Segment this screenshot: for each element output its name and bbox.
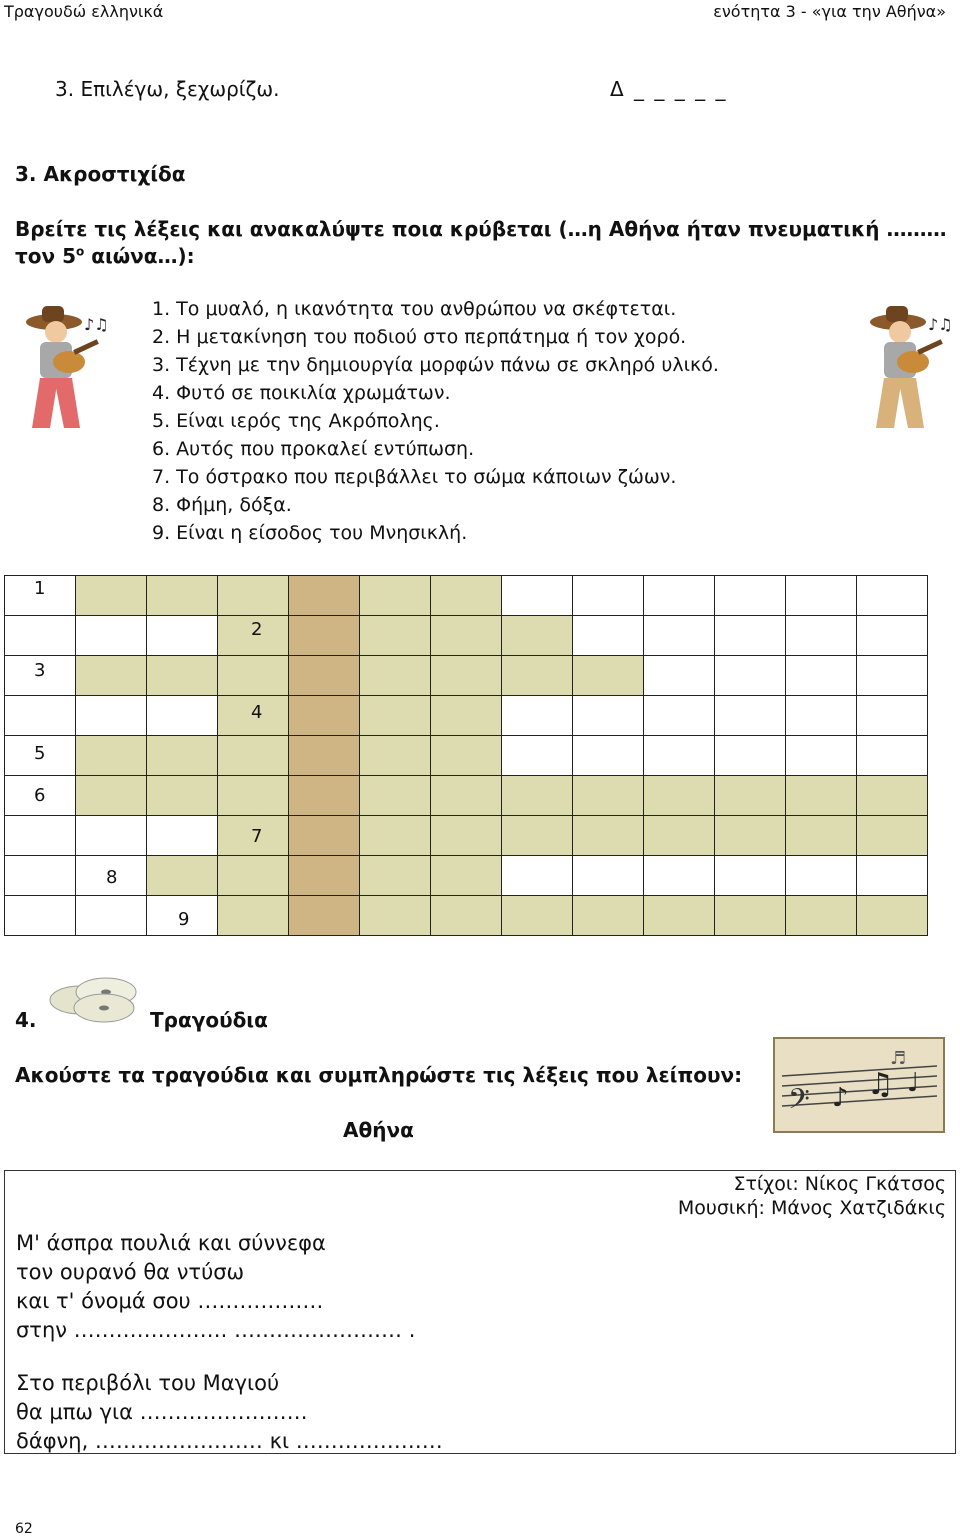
crossword-cell <box>431 816 502 856</box>
crossword-cell <box>502 736 573 776</box>
clue-2: 2. Η μετακίνηση του ποδιού στο περπάτημα ή τον χορό. <box>152 326 687 348</box>
section4-instruction: Ακούστε τα τραγούδια και συμπληρώστε τις λέξεις που λείπουν: <box>15 1063 743 1087</box>
lyric-line: θα μπω για …………………… <box>16 1400 308 1424</box>
crossword-cell <box>431 656 502 696</box>
crossword-cell <box>289 736 360 776</box>
crossword-number: 5 <box>34 743 46 764</box>
clue-1: 1. Το μυαλό, η ικανότητα του ανθρώπου να σκέφτεται. <box>152 298 677 320</box>
lyrics-credit: Στίχοι: Νίκος Γκάτσος <box>733 1173 946 1195</box>
svg-text:♪♫: ♪♫ <box>928 315 953 334</box>
svg-text:♬: ♬ <box>890 1048 907 1069</box>
song-title: Αθήνα <box>343 1118 414 1142</box>
crossword-cell <box>147 656 218 696</box>
crossword-cell <box>218 576 289 616</box>
music-credit: Μουσική: Μάνος Χατζιδάκις <box>677 1197 946 1219</box>
crossword-cell <box>573 896 644 936</box>
crossword-cell <box>76 576 147 616</box>
crossword-cell <box>502 696 573 736</box>
crossword-cell <box>431 616 502 656</box>
crossword-cell <box>573 776 644 816</box>
crossword-cell <box>786 896 857 936</box>
crossword-cell <box>573 616 644 656</box>
crossword-cell <box>644 736 715 776</box>
crossword-number: 8 <box>106 867 118 888</box>
crossword-cell <box>218 776 289 816</box>
crossword-row <box>5 856 928 896</box>
crossword-cell <box>5 696 76 736</box>
clue-6: 6. Αυτός που προκαλεί εντύπωση. <box>152 438 475 460</box>
crossword-row <box>5 656 928 696</box>
crossword-cell <box>644 696 715 736</box>
crossword-cell <box>715 736 786 776</box>
crossword-cell <box>147 576 218 616</box>
crossword-cell <box>147 696 218 736</box>
crossword-cell <box>715 576 786 616</box>
crossword-cell <box>644 576 715 616</box>
crossword-cell <box>289 576 360 616</box>
answer-hint: Δ _ _ _ _ _ <box>610 77 728 101</box>
crossword-cell <box>644 776 715 816</box>
crossword-cell <box>76 816 147 856</box>
crossword-cell <box>5 816 76 856</box>
crossword-cell <box>857 816 928 856</box>
crossword-row <box>5 696 928 736</box>
crossword-cell <box>289 656 360 696</box>
crossword-cell <box>360 776 431 816</box>
crossword-cell <box>360 616 431 656</box>
crossword-cell <box>76 696 147 736</box>
crossword-cell <box>644 616 715 656</box>
crossword-number: 2 <box>251 619 263 640</box>
crossword-cell <box>502 856 573 896</box>
crossword-cell <box>5 856 76 896</box>
crossword-cell <box>715 896 786 936</box>
svg-text:♩: ♩ <box>907 1068 920 1098</box>
crossword-cell <box>289 696 360 736</box>
crossword-cell <box>360 856 431 896</box>
crossword-cell <box>644 896 715 936</box>
crossword-cell <box>218 896 289 936</box>
clue-8: 8. Φήμη, δόξα. <box>152 494 292 516</box>
guitar-player-icon <box>858 300 953 435</box>
crossword-cell <box>857 896 928 936</box>
crossword-cell <box>147 776 218 816</box>
crossword-row <box>5 776 928 816</box>
crossword-cell <box>573 736 644 776</box>
crossword-cell <box>573 816 644 856</box>
crossword-cell <box>573 696 644 736</box>
crossword-cell <box>715 816 786 856</box>
crossword-cell <box>786 856 857 896</box>
crossword-cell <box>857 656 928 696</box>
crossword-number: 4 <box>251 702 263 723</box>
clue-9: 9. Είναι η είσοδος του Μνησικλή. <box>152 522 468 544</box>
section3-title: 3. Επιλέγω, ξεχωρίζω. <box>55 77 280 101</box>
crossword-cell <box>715 776 786 816</box>
crossword-cell <box>502 656 573 696</box>
section4-title: Τραγούδια <box>150 1008 268 1032</box>
crossword-number: 7 <box>251 826 263 847</box>
acrostic-instruction-line1: Βρείτε τις λέξεις και ανακαλύψτε ποια κρύβεται (…η Αθήνα ήταν πνευματική ……… <box>15 217 947 241</box>
acrostic-instruction-line2: τον $5^o$ αιώνα…): <box>15 244 195 268</box>
crossword-cell <box>431 896 502 936</box>
crossword-cell <box>289 816 360 856</box>
crossword-cell <box>857 856 928 896</box>
crossword-cell <box>76 736 147 776</box>
lyric-line: και τ' όνομά σου ……………… <box>16 1289 324 1313</box>
acrostic-heading: 3. Ακροστιχίδα <box>15 162 186 186</box>
crossword-cell <box>786 816 857 856</box>
crossword-grid <box>4 575 928 936</box>
crossword-cell <box>76 656 147 696</box>
svg-text:𝄢: 𝄢 <box>788 1083 810 1123</box>
crossword-cell <box>76 776 147 816</box>
crossword-cell <box>431 776 502 816</box>
crossword-number: 1 <box>34 578 46 599</box>
cd-discs-icon <box>46 972 142 1028</box>
crossword-cell <box>715 856 786 896</box>
lyric-line: τον ουρανό θα ντύσω <box>16 1260 245 1284</box>
crossword-cell <box>360 576 431 616</box>
clue-3: 3. Τέχνη με την δημιουργία μορφών πάνω σε σκληρό υλικό. <box>152 354 719 376</box>
crossword-cell <box>502 816 573 856</box>
crossword-cell <box>218 656 289 696</box>
clue-5: 5. Είναι ιερός της Ακρόπολης. <box>152 410 440 432</box>
crossword-cell <box>289 616 360 656</box>
crossword-cell <box>76 616 147 656</box>
section4-number: 4. <box>15 1008 37 1032</box>
crossword-cell <box>431 576 502 616</box>
crossword-cell <box>431 696 502 736</box>
crossword-cell <box>147 736 218 776</box>
crossword-cell <box>715 696 786 736</box>
lyric-line: στην …………………. …………………… . <box>16 1318 416 1342</box>
crossword-cell <box>147 616 218 656</box>
crossword-cell <box>5 896 76 936</box>
crossword-cell <box>644 856 715 896</box>
crossword-cell <box>786 776 857 816</box>
crossword-cell <box>360 696 431 736</box>
svg-text:♪♫: ♪♫ <box>84 315 109 334</box>
crossword-number: 6 <box>34 785 46 806</box>
crossword-row <box>5 896 928 936</box>
crossword-cell <box>289 896 360 936</box>
crossword-cell <box>76 896 147 936</box>
clue-7: 7. Το όστρακο που περιβάλλει το σώμα κάποιων ζώων. <box>152 466 677 488</box>
clue-4: 4. Φυτό σε ποικιλία χρωμάτων. <box>152 382 451 404</box>
crossword-cell <box>360 656 431 696</box>
lyric-line: δάφνη, …………………… κι ………………… <box>16 1429 443 1453</box>
crossword-number: 9 <box>178 909 190 930</box>
crossword-cell <box>360 896 431 936</box>
crossword-cell <box>289 776 360 816</box>
header-left: Τραγουδώ ελληνικά <box>4 2 164 21</box>
crossword-cell <box>573 656 644 696</box>
crossword-cell <box>857 696 928 736</box>
crossword-cell <box>786 736 857 776</box>
crossword-cell <box>857 736 928 776</box>
crossword-cell <box>360 736 431 776</box>
song-credits <box>678 1173 946 1219</box>
crossword-cell <box>147 856 218 896</box>
crossword-cell <box>431 856 502 896</box>
crossword-cell <box>857 576 928 616</box>
crossword-row <box>5 816 928 856</box>
crossword-cell <box>644 816 715 856</box>
page-number: 62 <box>15 1521 33 1537</box>
header-right: ενότητα 3 - «για την Αθήνα» <box>713 2 946 21</box>
crossword-number: 3 <box>34 660 46 681</box>
crossword-cell <box>147 816 218 856</box>
crossword-cell <box>431 736 502 776</box>
music-notes-icon <box>772 1036 946 1134</box>
crossword-cell <box>644 656 715 696</box>
crossword-cell <box>786 616 857 656</box>
svg-text:♫: ♫ <box>867 1067 894 1102</box>
crossword-cell <box>857 776 928 816</box>
crossword-cell <box>786 696 857 736</box>
crossword-cell <box>502 576 573 616</box>
crossword-cell <box>715 616 786 656</box>
crossword-cell <box>786 656 857 696</box>
svg-text:♪: ♪ <box>832 1083 849 1113</box>
crossword-cell <box>786 576 857 616</box>
crossword-row <box>5 736 928 776</box>
guitar-player-icon <box>14 300 109 435</box>
crossword-row <box>5 616 928 656</box>
crossword-cell <box>218 856 289 896</box>
crossword-cell <box>502 896 573 936</box>
crossword-cell <box>218 736 289 776</box>
crossword-cell <box>573 856 644 896</box>
crossword-cell <box>857 616 928 656</box>
lyric-line: Στο περιβόλι του Μαγιού <box>16 1371 280 1395</box>
crossword-cell <box>715 656 786 696</box>
crossword-row <box>5 576 928 616</box>
crossword-cell <box>5 616 76 656</box>
crossword-cell <box>360 816 431 856</box>
lyric-line: Μ' άσπρα πουλιά και σύννεφα <box>16 1231 326 1255</box>
crossword-cell <box>502 776 573 816</box>
crossword-cell <box>502 616 573 656</box>
crossword-cell <box>573 576 644 616</box>
crossword-cell <box>289 856 360 896</box>
